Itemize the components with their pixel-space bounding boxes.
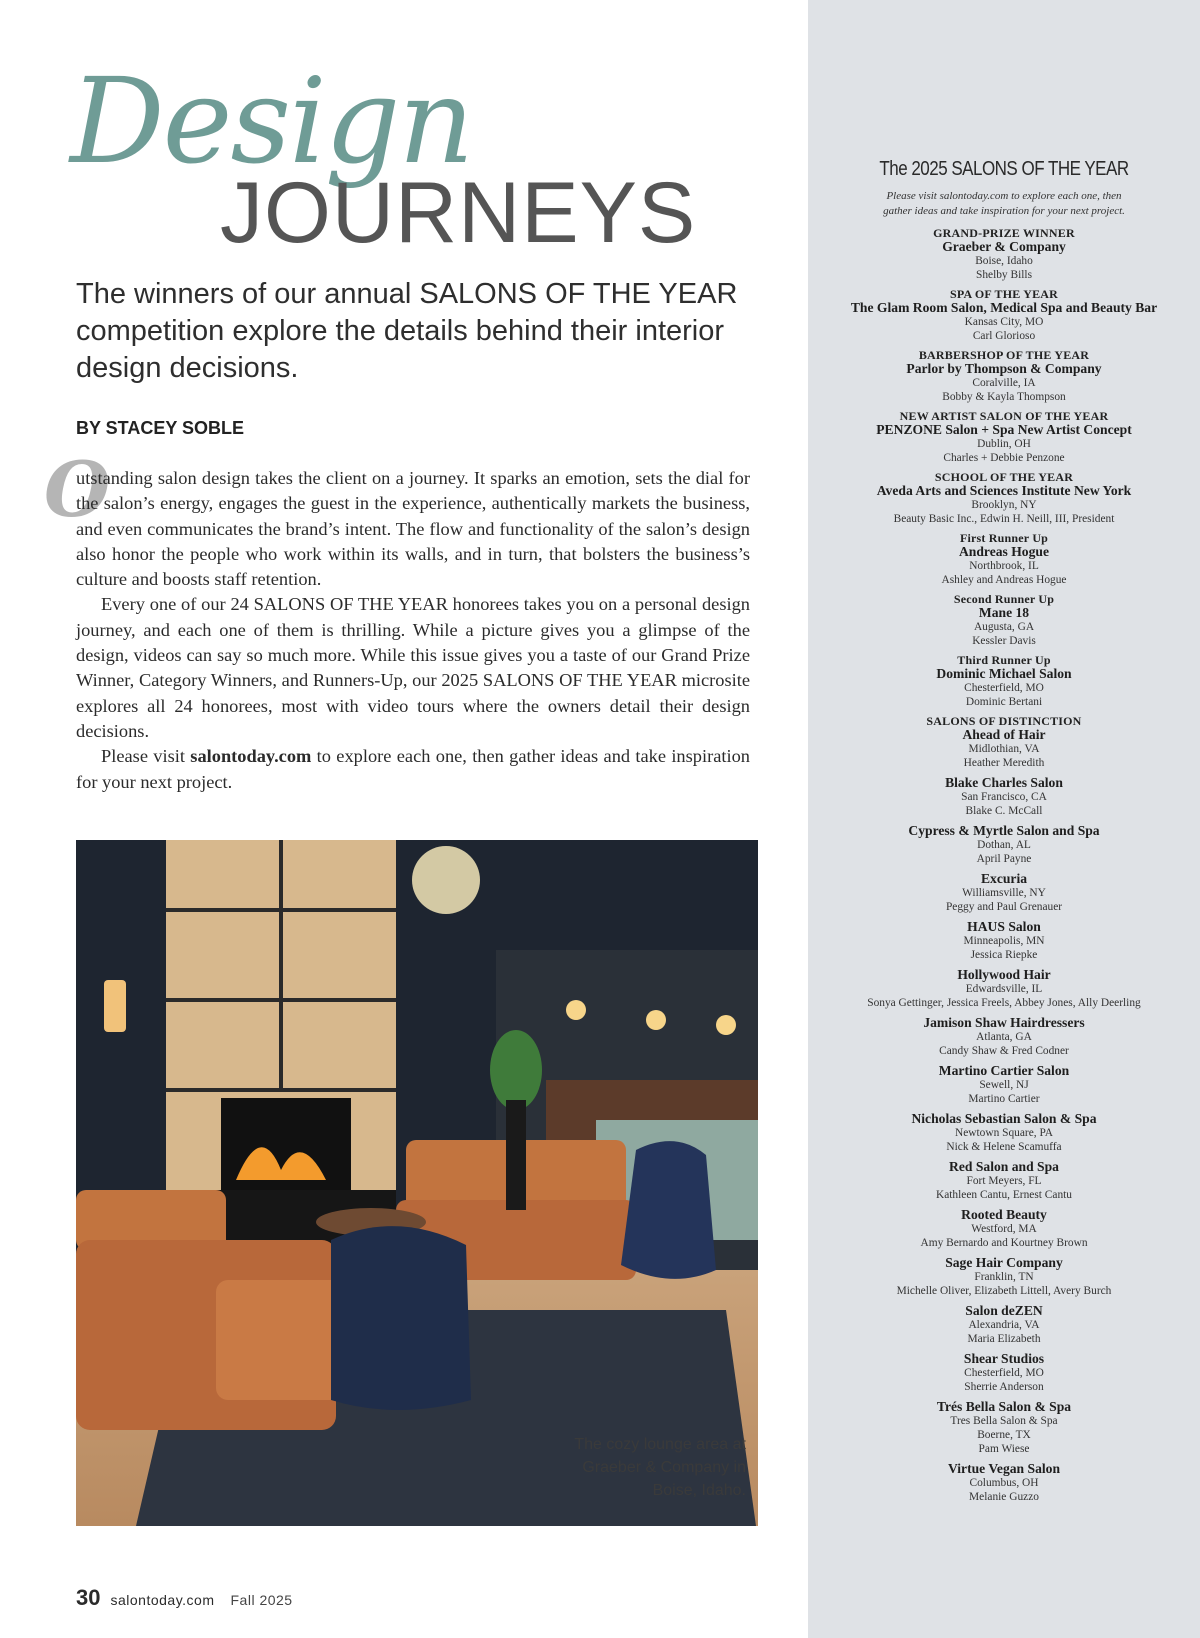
winner-name: Jamison Shaw Hairdressers: [923, 1015, 1085, 1030]
winner-entry: [808, 872, 1200, 914]
winner-category: BARBERSHOP OF THE YEAR: [918, 348, 1090, 362]
winner-entry: [808, 1064, 1200, 1106]
title-script: Design: [70, 52, 473, 190]
winner-name: PENZONE Salon + Spa New Artist Concept: [876, 422, 1132, 437]
photo-caption: The cozy lounge area at Graeber & Company in Boise, Idaho.: [574, 1436, 746, 1499]
winner-location: Alexandria, VA: [968, 1319, 1040, 1331]
winner-owners: Martino Cartier: [968, 1093, 1040, 1105]
winner-entry: [808, 1016, 1200, 1058]
winner-location: San Francisco, CA: [961, 791, 1047, 803]
sidebar-title: The 2025 SALONS OF THE YEAR: [879, 158, 1129, 180]
winner-location: Augusta, GA: [973, 621, 1035, 633]
winner-entry: [808, 1462, 1200, 1504]
salontoday-link[interactable]: salontoday.com: [190, 746, 312, 767]
winner-name: HAUS Salon: [967, 919, 1041, 934]
winner-location: Sewell, NJ: [979, 1079, 1029, 1091]
winner-category: Second Runner Up: [953, 592, 1055, 606]
winner-owners: Maria Elizabeth: [967, 1333, 1041, 1345]
winner-entry: [808, 1400, 1200, 1456]
winner-location: Northbrook, IL: [969, 560, 1039, 572]
winner-owners: Michelle Oliver, Elizabeth Littell, Avery Burch: [896, 1285, 1112, 1297]
winner-entry: [808, 1256, 1200, 1298]
winner-location: Boise, Idaho: [975, 255, 1033, 267]
winner-entry: [808, 1352, 1200, 1394]
winner-location: Minneapolis, MN: [963, 935, 1045, 947]
paragraph-3: Please visit salontoday.com to explore each one, then gather ideas and take inspiration for your next project.: [76, 746, 750, 792]
winner-name: Cypress & Myrtle Salon and Spa: [908, 823, 1100, 838]
winner-owners: Kessler Davis: [972, 635, 1036, 647]
winner-entry: [808, 920, 1200, 962]
winner-location: Williamsville, NY: [962, 887, 1046, 899]
winner-category: SPA OF THE YEAR: [949, 287, 1059, 301]
winner-entry: [808, 593, 1200, 648]
winner-name: Graeber & Company: [942, 239, 1066, 254]
winner-entry: [808, 1160, 1200, 1202]
winner-entry: [808, 654, 1200, 709]
footer-site[interactable]: salontoday.com: [110, 1592, 215, 1608]
winner-location: Edwardsville, IL: [965, 983, 1043, 995]
winner-entry: [808, 968, 1200, 1010]
winner-owners: Carl Glorioso: [972, 330, 1036, 342]
winner-owners: Dominic Bertani: [965, 696, 1043, 708]
winner-owners: Heather Meredith: [963, 757, 1045, 769]
winner-entry: [808, 532, 1200, 587]
winner-name: Rooted Beauty: [961, 1207, 1047, 1222]
winner-owners: Sherrie Anderson: [964, 1381, 1044, 1393]
winner-location: Fort Meyers, FL: [966, 1175, 1042, 1187]
winner-category: SCHOOL OF THE YEAR: [934, 470, 1074, 484]
footer-issue: Fall 2025: [230, 1592, 293, 1608]
winner-owners: Blake C. McCall: [965, 805, 1043, 817]
winner-entry: [808, 1304, 1200, 1346]
deck: The winners of our annual SALONS OF THE YEAR competition explore the details behind their interior design decisions.: [76, 278, 738, 384]
winner-entry: [808, 349, 1200, 404]
lounge-illustration: [76, 840, 758, 1526]
paragraph-2: Every one of our 24 SALONS OF THE YEAR honorees takes you on a personal design journey, and each one of them is thrilling. While a picture gives you a glimpse of the design, videos can say so much more. While this issue gives you a taste of our Grand Prize Winner, Category Winners, and Runners-Up, our 2025 SALONS OF THE YEAR microsite explores all 24 honorees, most with video tours where the owners detail their design decisions.: [76, 594, 750, 741]
winner-location: Columbus, OH: [969, 1477, 1039, 1489]
lounge-photo: [76, 840, 758, 1526]
winner-category: NEW ARTIST SALON OF THE YEAR: [899, 409, 1109, 423]
winner-owners: April Payne: [976, 853, 1032, 865]
winner-owners: Beauty Basic Inc., Edwin H. Neill, III, President: [893, 513, 1115, 525]
winner-name: Aveda Arts and Sciences Institute New York: [876, 483, 1132, 498]
winner-location: Brooklyn, NY: [971, 499, 1037, 511]
winner-name: Ahead of Hair: [962, 727, 1046, 742]
winner-owners: Sonya Gettinger, Jessica Freels, Abbey Jones, Ally Deerling: [867, 997, 1141, 1009]
winner-owners: Shelby Bills: [975, 269, 1032, 281]
winner-entry: [808, 410, 1200, 465]
winner-category: First Runner Up: [959, 531, 1049, 545]
winner-detail: Pam Wiese: [978, 1443, 1030, 1455]
winner-name: Shear Studios: [963, 1351, 1045, 1366]
winner-location: Newtown Square, PA: [955, 1127, 1053, 1139]
winner-location: Coralville, IA: [972, 377, 1036, 389]
winner-name: Nicholas Sebastian Salon & Spa: [911, 1111, 1097, 1126]
winner-location: Franklin, TN: [974, 1271, 1034, 1283]
winner-name: Salon deZEN: [965, 1303, 1043, 1318]
winner-name: Trés Bella Salon & Spa: [936, 1399, 1072, 1414]
winner-name: Hollywood Hair: [957, 967, 1051, 982]
winner-entry: [808, 715, 1200, 770]
winner-name: Blake Charles Salon: [945, 775, 1063, 790]
winner-location: Chesterfield, MO: [964, 682, 1044, 694]
winner-owners: Charles + Debbie Penzone: [943, 452, 1065, 464]
winner-name: Red Salon and Spa: [949, 1159, 1059, 1174]
winner-category: Third Runner Up: [957, 653, 1051, 667]
byline: BY STACEY SOBLE: [76, 418, 245, 438]
winner-location: Dublin, OH: [977, 438, 1031, 450]
paragraph-1: utstanding salon design takes the client on a journey. It sparks an emotion, sets the dial for the salon’s energy, engages the guest in the experience, authentically markets the business, and even communicates the brand’s intent. The flow and functionality of the salon’s design also honor the people who work within its walls, and in turn, that bolsters the business’s culture and boosts staff retention.: [76, 468, 750, 590]
winner-name: Dominic Michael Salon: [936, 666, 1072, 681]
winner-location: Westford, MA: [971, 1223, 1037, 1235]
winner-entry: [808, 1112, 1200, 1154]
winner-name: Virtue Vegan Salon: [947, 1461, 1061, 1476]
winner-name: Sage Hair Company: [945, 1255, 1063, 1270]
winner-location: Midlothian, VA: [968, 743, 1040, 755]
winner-location: Tres Bella Salon & Spa: [950, 1415, 1058, 1427]
winner-location: Dothan, AL: [977, 839, 1031, 851]
winner-name: Mane 18: [978, 605, 1030, 620]
winner-category: SALONS OF DISTINCTION: [926, 714, 1082, 728]
page-footer: [76, 1585, 293, 1611]
winner-owners: Kathleen Cantu, Ernest Cantu: [935, 1189, 1073, 1201]
winner-owners: Jessica Riepke: [970, 949, 1038, 961]
winner-owners: Ashley and Andreas Hogue: [941, 574, 1067, 586]
winner-owners: Peggy and Paul Grenauer: [945, 901, 1063, 913]
winner-location: Chesterfield, MO: [964, 1367, 1044, 1379]
winner-name: Excuria: [980, 871, 1028, 886]
winner-location: Kansas City, MO: [964, 316, 1044, 328]
drop-cap: O: [44, 445, 111, 534]
winner-entry: [808, 824, 1200, 866]
winner-owners: Candy Shaw & Fred Codner: [939, 1045, 1069, 1057]
winner-owners: Melanie Guzzo: [969, 1491, 1039, 1503]
article-body: [76, 466, 750, 795]
winner-location: Atlanta, GA: [976, 1031, 1032, 1043]
winner-name: The Glam Room Salon, Medical Spa and Beauty Bar: [850, 300, 1158, 315]
winner-owners: Amy Bernardo and Kourtney Brown: [920, 1237, 1088, 1249]
winner-owners: Nick & Helene Scamuffa: [946, 1141, 1062, 1153]
winner-owners: Bobby & Kayla Thompson: [942, 391, 1066, 403]
winner-entry: [808, 776, 1200, 818]
winners-list: [808, 227, 1200, 1510]
sidebar-intro: Please visit salontoday.com to explore each one, then gather ideas and take inspiration for your next project.: [883, 190, 1125, 217]
title-caps: JOURNEYS: [220, 165, 697, 261]
winner-entry: [808, 288, 1200, 343]
winner-name: Parlor by Thompson & Company: [906, 361, 1102, 376]
winner-name: Martino Cartier Salon: [938, 1063, 1070, 1078]
winner-category: GRAND-PRIZE WINNER: [933, 226, 1075, 240]
winner-entry: [808, 1208, 1200, 1250]
winners-sidebar: [808, 0, 1200, 1638]
page-number: 30: [76, 1585, 101, 1610]
winner-entry: [808, 471, 1200, 526]
winner-entry: [808, 227, 1200, 282]
winner-name: Andreas Hogue: [958, 544, 1049, 559]
winner-owners: Boerne, TX: [977, 1429, 1031, 1441]
